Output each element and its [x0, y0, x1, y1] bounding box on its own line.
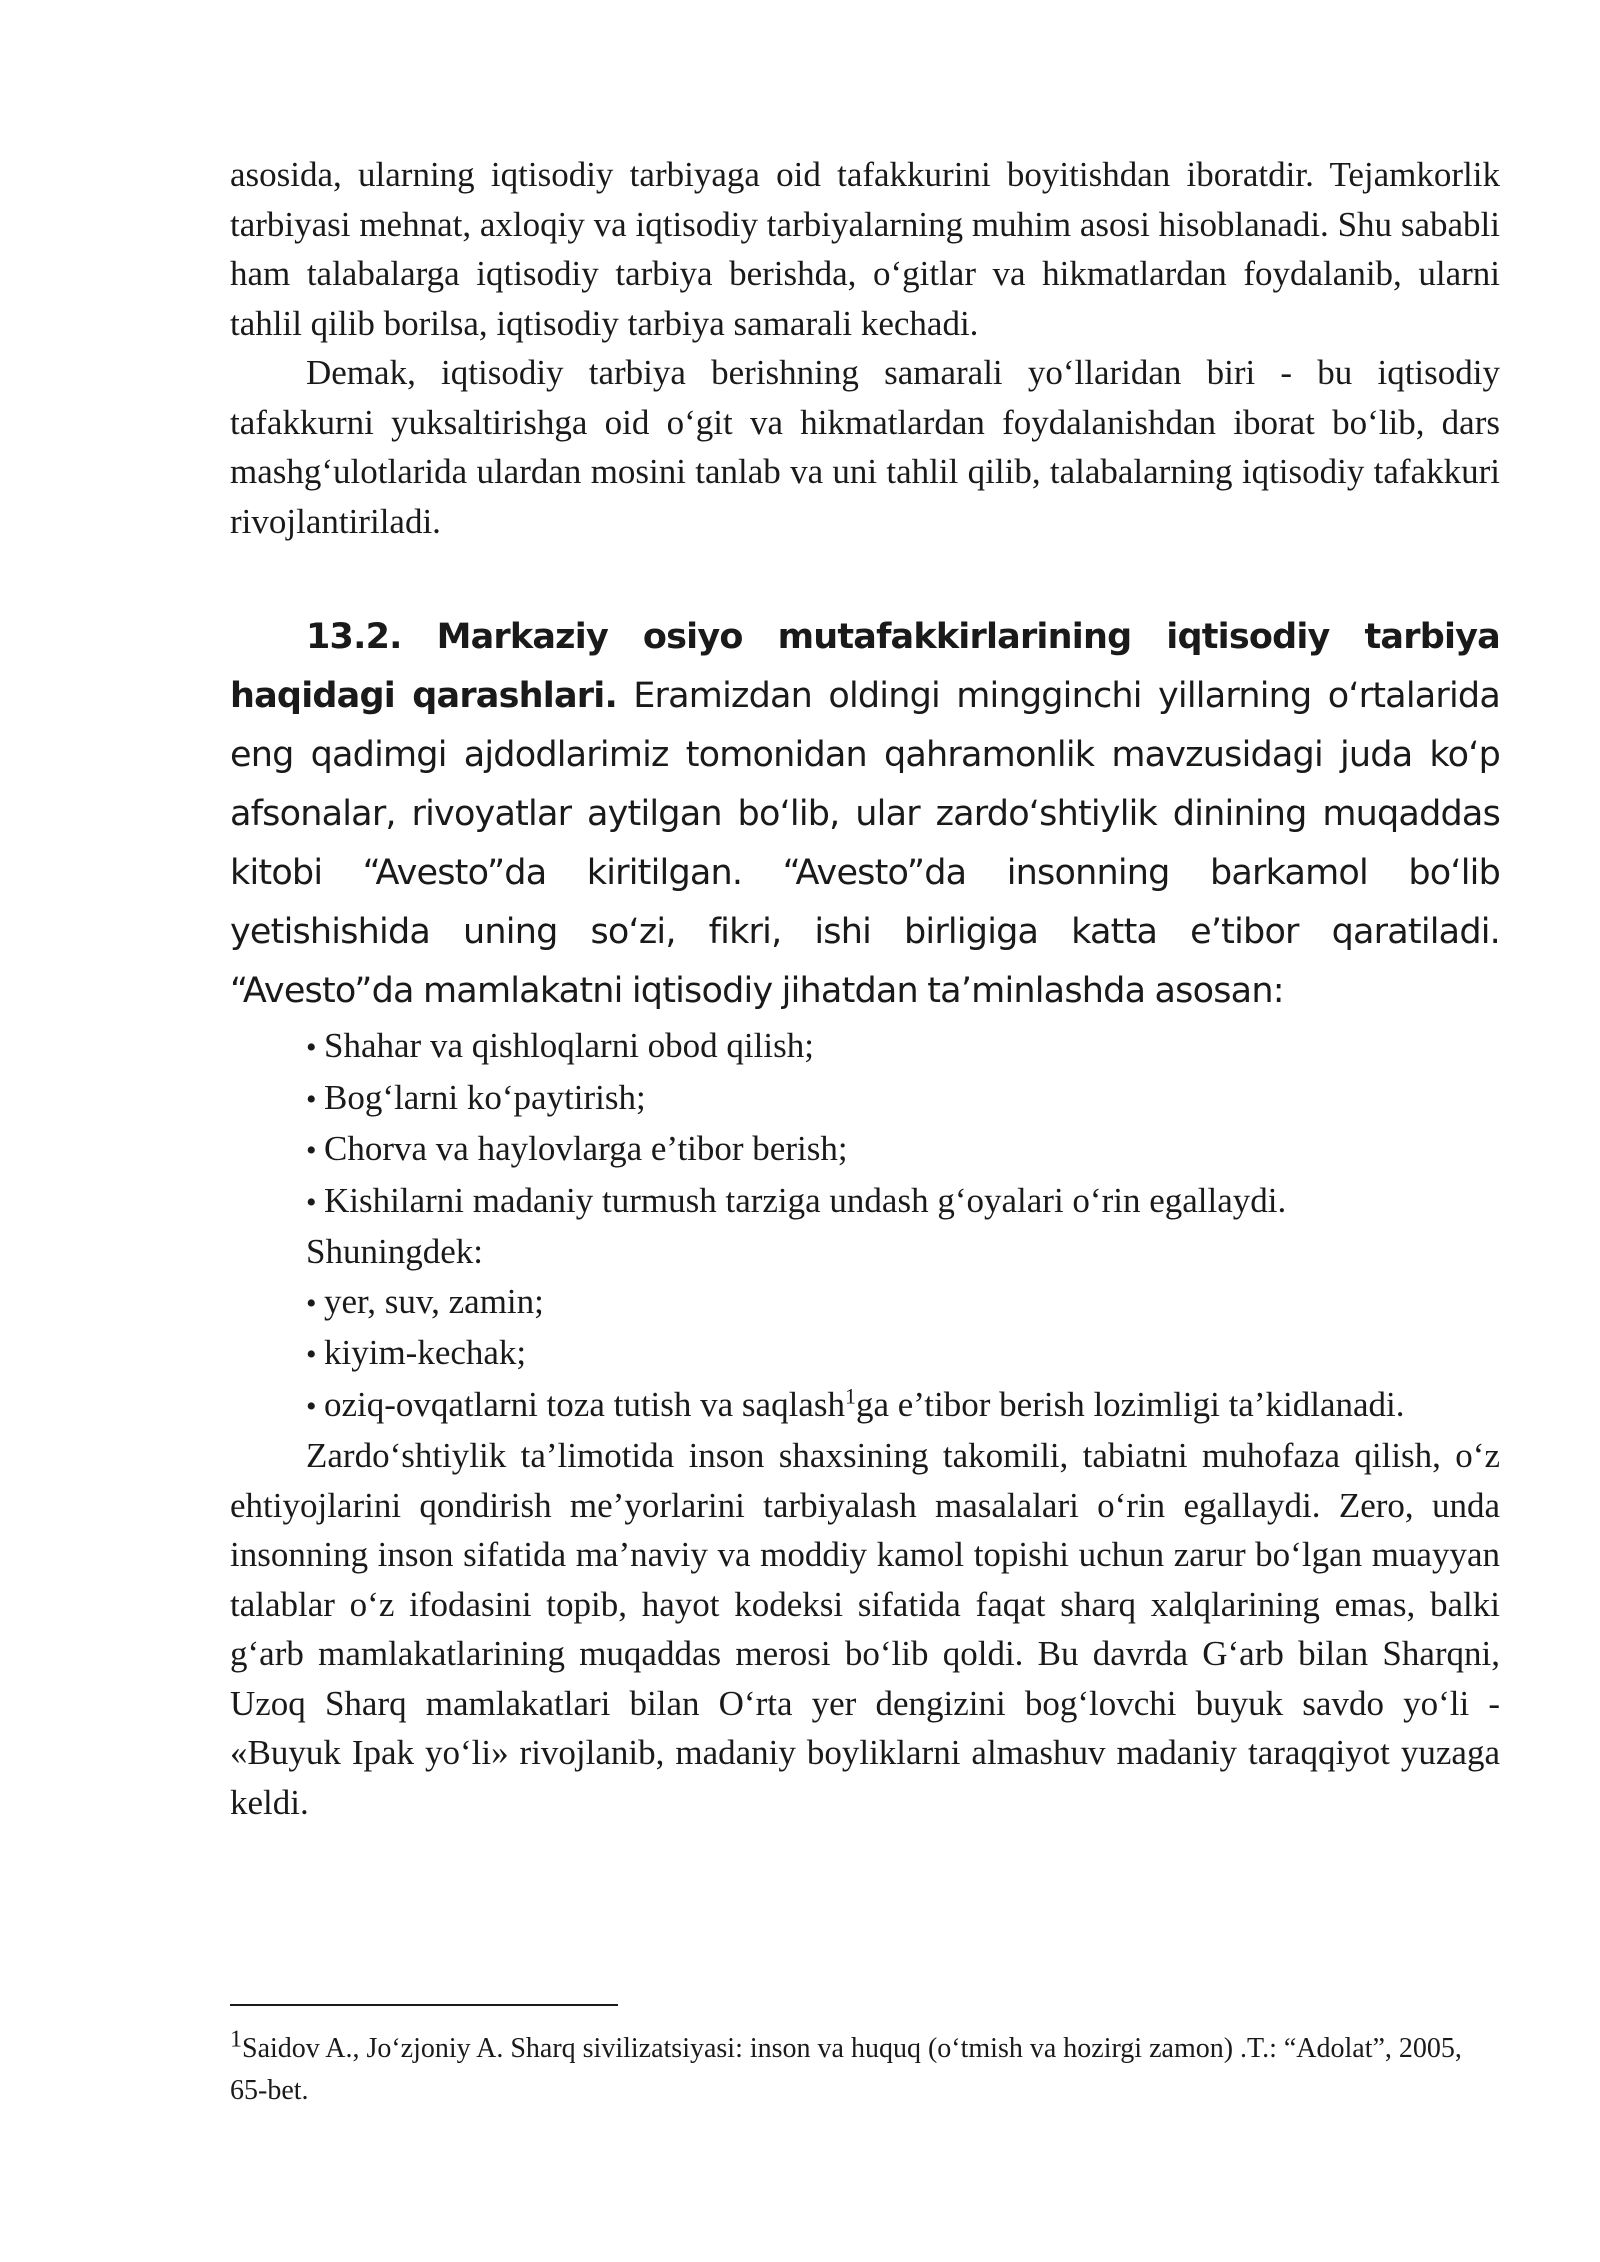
footnote-divider	[230, 2004, 618, 2006]
list-item-food: • oziq-ovqatlarni toza tutish va saqlash$^1$ga e’tibor berish lozimligi ta’kidlanadi.	[230, 1380, 1500, 1432]
section-13-2	[230, 608, 1500, 1021]
footnote-text: Saidov A., Jo‘zjoniy A. Sharq sivilizatsiyasi: inson va huquq (o‘tmish va hozirgi zamon) .T.: “Adolat”, 2005, 65-bet.	[230, 2033, 1462, 2106]
bullet-icon: •	[306, 1082, 317, 1116]
list-item: • kiyim-kechak;	[230, 1328, 1500, 1380]
bullet-icon: •	[306, 1389, 317, 1423]
bullet-icon: •	[306, 1031, 317, 1064]
bullet-icon: •	[306, 1185, 317, 1219]
avesto-list	[230, 1021, 1500, 1380]
bullet-icon: •	[306, 1338, 317, 1371]
paragraph-intro: asosida, ularning iqtisodiy tarbiyaga oid tafakkurini boyitishdan iboratdir. Tejamkorlik tarbiyasi mehnat, axloqiy va iqtisodiy tarbiyalarning muhim asosi hisoblanadi. Shu sababli ham talabalarga iqtisodiy tarbiya berishda, o‘gitlar va hikmatlardan foydalanib, ularni tahlil qilib borilsa, iqtisodiy tarbiya samarali kechadi.	[230, 155, 1500, 343]
section-body: Eramizdan oldingi mingginchi yillarning o‘rtalarida eng qadimgi ajdodlarimiz tomonidan qahramonlik mavzusidagi juda ko‘p afsonalar, rivoyatlar aytilgan bo‘lib, ular zardo‘shtiylik dinining muqaddas kitobi “Avesto”da kiritilgan. “Avesto”da insonning barkamol bo‘lib yetishishida uning so‘zi, fikri, ishi birligiga katta e’tibor qaratiladi. “Avesto”da mamlakatni iqtisodiy jihatdan ta’minlashda asosan:	[230, 676, 1500, 1011]
paragraph-zoroastrian: Zardo‘shtiylik ta’limotida inson shaxsining takomili, tabiatni muhofaza qilish, o‘z ehtiyojlarini qondirish me’yorlarini tarbiyalash masalalari o‘rin egallaydi. Zero, unda insonning inson sifatida ma’naviy va moddiy kamol topishi uchun zarur bo‘lgan muayyan talablar o‘z ifodasini topib, hayot kodeksi sifatida faqat sharq xalqlarining emas, balki g‘arb mamlakatlarining muqaddas merosi bo‘lib qoldi. Bu davrda G‘arb bilan Sharqni, Uzoq Sharq mamlakatlari bilan O‘rta yer dengizini bog‘lovchi buyuk savdo yo‘li - «Buyuk Ipak yo‘li» rivojlanib, madaniy boyliklarni almashuv madaniy taraqqiyot yuzaga keldi.	[230, 1436, 1500, 1822]
list-item: • Chorva va haylovlarga e’tibor berish;	[230, 1124, 1500, 1176]
footnote-marker: 1	[230, 2026, 242, 2053]
bullet-icon: •	[306, 1286, 317, 1320]
list-item: • Shahar va qishloqlarni obod qilish;	[230, 1021, 1500, 1073]
section-title: 13.2. Markaziy osiyo mutafakkirlarining iqtisodiy tarbiya haqidagi qarashlari.	[230, 617, 1500, 716]
footnote-ref[interactable]: 1	[844, 1382, 856, 1408]
list-item: • yer, suv, zamin;	[230, 1277, 1500, 1329]
list-item: • Bog‘larni ko‘paytirish;	[230, 1073, 1500, 1125]
shuningdek-label: Shuningdek:	[306, 1232, 483, 1271]
paragraph-conclusion: Demak, iqtisodiy tarbiya berishning samarali yo‘llaridan biri - bu iqtisodiy tafakkurni yuksaltirishga oid o‘git va hikmatlardan foydalanishdan iborat bo‘lib, dars mashg‘ulotlarida ulardan mosini tanlab va uni tahlil qilib, talabalarning iqtisodiy tafakkuri rivojlantiriladi.	[230, 353, 1500, 541]
footnote	[230, 2028, 1500, 2112]
list-item: • Kishilarni madaniy turmush tarziga undash g‘oyalari o‘rin egallaydi.	[230, 1176, 1500, 1228]
bullet-icon: •	[306, 1134, 317, 1167]
